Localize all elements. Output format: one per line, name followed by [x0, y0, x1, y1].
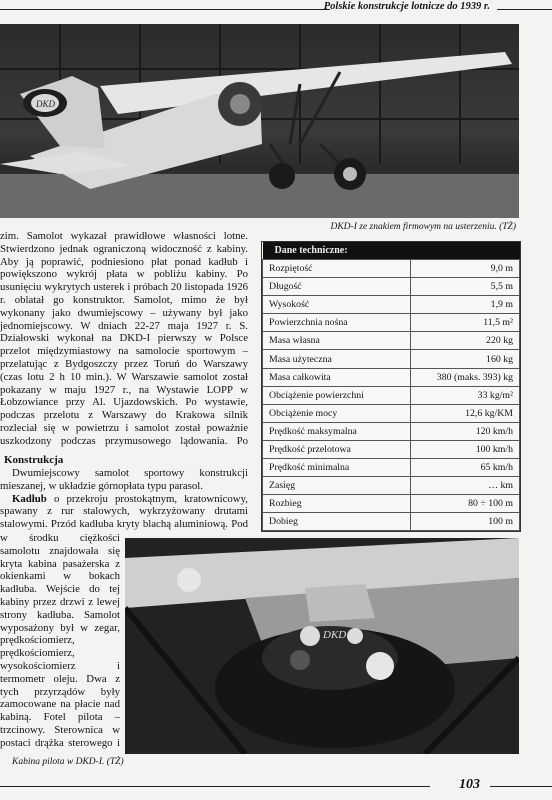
table-cell-value: 220 kg [411, 332, 520, 350]
table-cell-value: 12,6 kg/KM [411, 404, 520, 422]
table-cell-value: … km [411, 477, 520, 495]
table-cell-value: 5,5 m [411, 278, 520, 296]
table-row [263, 278, 520, 296]
wrapped-text [0, 532, 120, 750]
table-cell-label: Prędkość przelotowa [263, 440, 411, 458]
table-row [263, 296, 520, 314]
table-cell-label: Dobieg [263, 513, 411, 531]
table-cell-value: 65 km/h [411, 459, 520, 477]
header-rule [0, 9, 330, 10]
table-row [263, 260, 520, 278]
table-cell-label: Prędkość minimalna [263, 459, 411, 477]
table-cell-label: Masa własna [263, 332, 411, 350]
konstrukcja-intro: Dwumiejscowy samolot sportowy konstrukcji mieszanej, w układzie górnopłata typu parasol. [0, 467, 248, 492]
table-row [263, 495, 520, 513]
cockpit-illustration [125, 538, 519, 754]
technical-data-table [261, 241, 521, 532]
table-body [263, 260, 520, 531]
table-row [263, 368, 520, 386]
body-paragraph: zim. Samolot wykazał prawidłowe własności lotne. Stwierdzono jednak ograniczoną widoczność z kabiny. Aby ją poprawić, podniesiono płat ponad kadłub i powiększono wykrój płata w pobliżu kabiny. Po usunięciu wykrytych usterek i próbach 20 listopada 1926 r. oblatał go konstruktor. Samolot, mimo że był wykonany jako dwumiejscowy – używany był jako jednomiejscowy. W dniach 22-27 maja 1927 r. S. Działowski wykonał na DKD-I pierwszy w Polsce przelot międzymiastowy na samolocie sportowym – przelatując z Bydgoszczy przez Toruń do Warszawy (czas lotu 2 h 10 min.). W Warszawie samolot został pokazany w maju 1927 r., na Wystawie LOPP w Łobzowiance przy Al. Ujazdowskich. Po wystawie, podczas przelotu z Warszawy do Krakowa silnik rozleciał się w powietrzu i samolot został poważnie uszkodzony podczas przymusowego lądowania. Po [0, 230, 248, 447]
table-cell-value: 33 kg/m² [411, 386, 520, 404]
photo-top-caption: DKD-I ze znakiem firmowym na usterzeniu. (TŻ) [330, 222, 516, 232]
table-cell-value: 380 (maks. 393) kg [411, 368, 520, 386]
table-cell-value: 1,9 m [411, 296, 520, 314]
footer-rule-right [490, 786, 552, 787]
table-cell-label: Długość [263, 278, 411, 296]
table-row [263, 350, 520, 368]
aircraft-illustration [0, 24, 519, 218]
cockpit-logo-text: DKD [323, 629, 347, 641]
table-row [263, 440, 520, 458]
table-cell-label: Wysokość [263, 296, 411, 314]
table-cell-label: Zasięg [263, 477, 411, 495]
table-cell-value: 100 m [411, 513, 520, 531]
table-cell-label: Rozpiętość [263, 260, 411, 278]
table-row [263, 314, 520, 332]
fin-logo-text: DKD [36, 99, 56, 109]
footer-rule [0, 786, 430, 787]
table-row [263, 513, 520, 531]
table-cell-label: Masa użyteczna [263, 350, 411, 368]
table-cell-value: 9,0 m [411, 260, 520, 278]
table-row [263, 386, 520, 404]
kadlub-text: o przekroju prostokątnym, kratownicowy, spawany z rur stalowych, wykrzyżowany drutami stalowymi. Przód kadłuba kryty blachą aluminiową. Pod [0, 492, 248, 531]
wrapped-paragraph: w środku ciężkości samolotu znajdowała się kryta kabina pasażerska z okienkami w bokach kadłuba. Wejście do tej kabiny przez drzwi z lewej strony kadłuba. Samolot wyposażony był w zegar, prędkościomierz, prędkościomierz, wysokościomierz i termometr oleju. Dwa z tych przyrządów były zamocowane na płacie nad kabiną. Fotel pilota – trzcinowy. Sterownica w postaci drążka sterowego i [0, 532, 120, 749]
cockpit-photo [125, 538, 519, 754]
table-row [263, 422, 520, 440]
table-title: Dane techniczne: [263, 242, 520, 260]
table-row [263, 404, 520, 422]
running-header: Polskie konstrukcje lotnicze do 1939 r. [323, 1, 490, 12]
table-cell-value: 120 km/h [411, 422, 520, 440]
table-cell-value: 11,5 m² [411, 314, 520, 332]
table-cell-label: Prędkość maksymalna [263, 422, 411, 440]
section-heading: Konstrukcja [4, 454, 64, 466]
konstrukcja-text [0, 467, 248, 531]
table-cell-label: Rozbieg [263, 495, 411, 513]
kadlub-label: Kadłub [12, 492, 47, 505]
table-cell-label: Masa całkowita [263, 368, 411, 386]
table-cell-value: 100 km/h [411, 440, 520, 458]
table-cell-label: Obciążenie powierzchni [263, 386, 411, 404]
photo-bottom-caption: Kabina pilota w DKD-I. (TŻ) [12, 757, 124, 767]
header-rule-right [497, 9, 552, 10]
table-cell-label: Powierzchnia nośna [263, 314, 411, 332]
table-cell-value: 80 ÷ 100 m [411, 495, 520, 513]
body-text [0, 230, 248, 448]
table-cell-label: Obciążenie mocy [263, 404, 411, 422]
table-cell-value: 160 kg [411, 350, 520, 368]
table-row [263, 332, 520, 350]
aircraft-photo [0, 24, 519, 218]
table-row [263, 459, 520, 477]
page-number: 103 [459, 777, 480, 792]
table-row [263, 477, 520, 495]
